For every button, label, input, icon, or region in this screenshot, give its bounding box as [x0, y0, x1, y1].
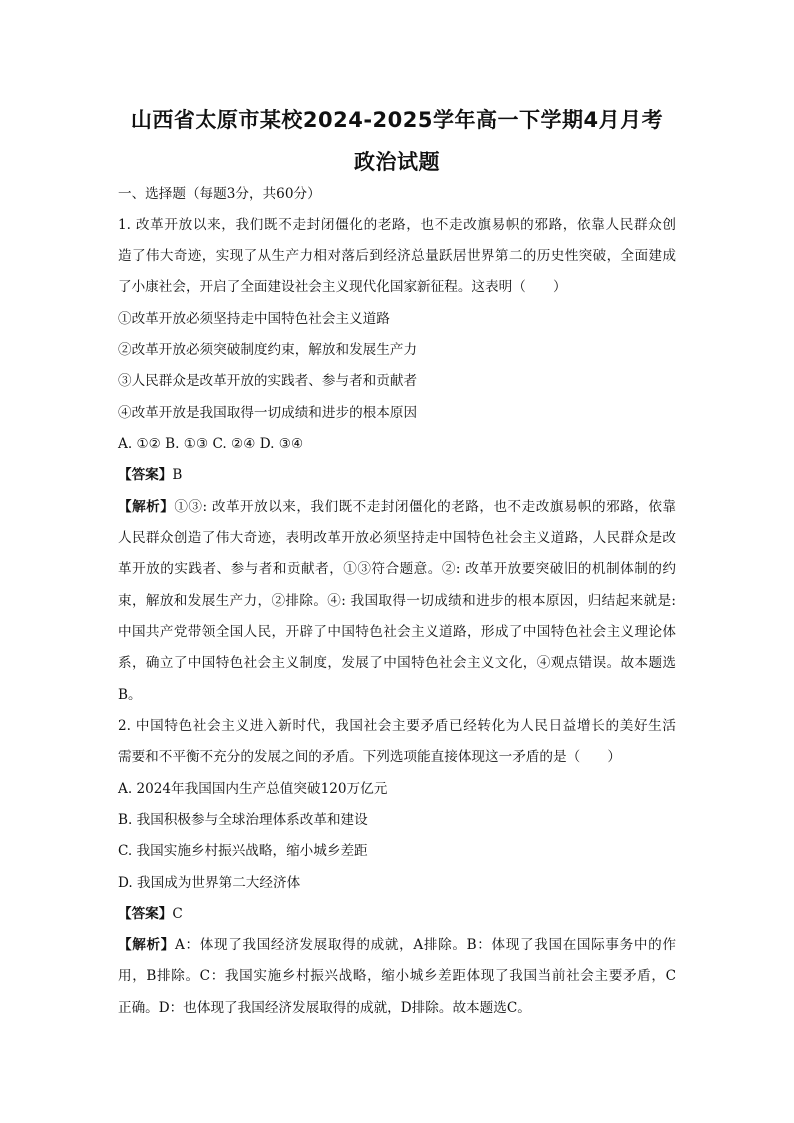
- analysis-line: [118, 498, 676, 516]
- analysis-tag: 【解析】: [118, 499, 175, 515]
- document-subtitle: 政治试题: [354, 150, 440, 174]
- statement-item: ②改革开放必须突破制度约束，解放和发展生产力: [118, 342, 418, 358]
- answer-tag: 【答案】: [118, 906, 173, 922]
- option-item: A. 2024年我国国内生产总值突破120万亿元: [118, 781, 388, 797]
- question-stem-line: 2. 中国特色社会主义进入新时代，我国社会主要矛盾已经转化为人民日益增长的美好生活: [118, 718, 676, 734]
- analysis-text: ①③: 改革开放以来，我们既不走封闭僵化的老路，也不走改旗易帜的邪路，依靠: [174, 499, 677, 515]
- analysis-line: 系，确立了中国特色社会主义制度，发展了中国特色社会主义文化，④观点错误。故本题选: [118, 655, 676, 671]
- analysis-line: 用，B排除。C：我国实施乡村振兴战略，缩小城乡差距体现了我国当前社会主要矛盾，C: [118, 968, 676, 984]
- option-item: B. 我国积极参与全球治理体系改革和建设: [118, 812, 368, 828]
- options-line: A. ①② B. ①③ C. ②④ D. ③④: [118, 436, 304, 452]
- answer-line: [118, 905, 183, 923]
- analysis-line: 束，解放和发展生产力，②排除。④: 我国取得一切成绩和进步的根本原因，归结起来就是:: [118, 593, 676, 609]
- answer-tag: 【答案】: [118, 467, 173, 483]
- analysis-text: A：体现了我国经济发展取得的成就，A排除。B：体现了我国在国际事务中的作: [174, 937, 676, 953]
- question-stem-line: 1. 改革开放以来，我们既不走封闭僵化的老路，也不走改旗易帜的邪路，依靠人民群众创: [118, 217, 676, 233]
- analysis-line: 中国共产党带领全国人民，开辟了中国特色社会主义道路，形成了中国特色社会主义理论体: [118, 624, 676, 640]
- answer-line: [118, 466, 182, 484]
- analysis-line: 人民群众创造了伟大奇迹，表明改革开放必须坚持走中国特色社会主义道路，人民群众是改: [118, 530, 676, 546]
- document-title: 山西省太原市某校2024-2025学年高一下学期4月月考: [130, 108, 664, 132]
- answer-value: C: [172, 906, 183, 922]
- option-item: C. 我国实施乡村振兴战略，缩小城乡差距: [118, 843, 368, 859]
- question-stem-line: 了小康社会，开启了全面建设社会主义现代化国家新征程。这表明（ ）: [118, 279, 567, 295]
- analysis-line: [118, 936, 676, 954]
- statement-item: ①改革开放必须坚持走中国特色社会主义道路: [118, 311, 390, 327]
- statement-item: ④改革开放是我国取得一切成绩和进步的根本原因: [118, 405, 418, 421]
- answer-value: B: [172, 467, 183, 483]
- section-heading: 一、选择题（每题3分，共60分）: [118, 186, 321, 202]
- option-item: D. 我国成为世界第二大经济体: [118, 875, 301, 891]
- question-stem-line: 需要和不平衡不充分的发展之间的矛盾。下列选项能直接体现这一矛盾的是（ ）: [118, 749, 621, 765]
- analysis-line: 革开放的实践者、参与者和贡献者，①③符合题意。②: 改革开放要突破旧的机制体制的约: [118, 561, 676, 577]
- analysis-line: B。: [118, 687, 142, 703]
- question-stem-line: 造了伟大奇迹，实现了从生产力相对落后到经济总量跃居世界第二的历史性突破，全面建成: [118, 248, 676, 264]
- statement-item: ③人民群众是改革开放的实践者、参与者和贡献者: [118, 373, 418, 389]
- analysis-line: 正确。D：也体现了我国经济发展取得的成就，D排除。故本题选C。: [118, 1000, 531, 1016]
- analysis-tag: 【解析】: [118, 937, 175, 953]
